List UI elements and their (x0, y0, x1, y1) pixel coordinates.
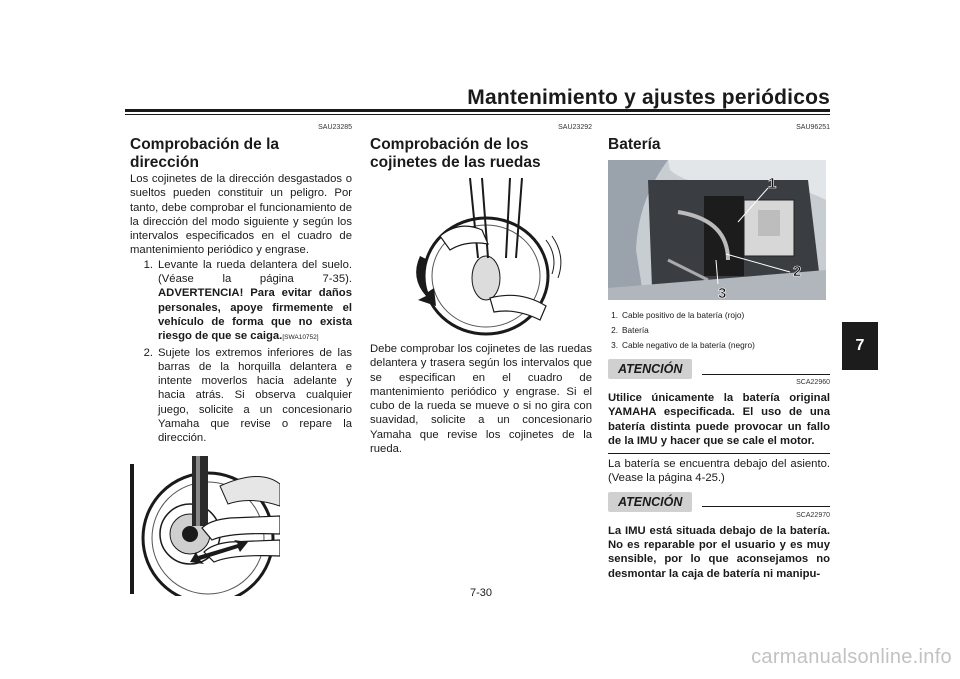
wheel-bearings-body: Debe comprobar los cojinetes de las ruedas delantera y trasera según los intervalos que se especifican en el cuadro de mantenimiento periódico y engrase. Si el cubo de la rueda se mueve o si no gira con suavidad, solicite a un concesionario Yamaha que revise los cojinetes de la rueda. (370, 343, 592, 456)
steering-intro: Los cojinetes de la dirección desgastados o sueltos pueden constituir un peligro. Por tanto, debe comprobar el funcionamiento de la dirección del modo siguiente y según los intervalos especificados en el cuadro de mantenimiento periódico y engrase. (130, 173, 352, 257)
wheel-bearing-illustration (370, 178, 592, 338)
section-title-wheel-bearings: Comprobación de los cojinetes de las ruedas (370, 136, 541, 171)
column-battery (608, 124, 830, 581)
column-steering (130, 124, 352, 596)
header-rule (125, 109, 830, 112)
caution-header (608, 492, 830, 512)
caution-rule (702, 374, 830, 375)
section-title-battery: Batería (608, 136, 661, 153)
section-code: SAU23285 (318, 124, 352, 131)
section-code: SAU23292 (558, 124, 592, 131)
page-header-title: Mantenimiento y ajustes periódicos (467, 86, 830, 109)
caution-text: La IMU está situada debajo de la batería. No es reparable por el usuario y es muy sensible, por lo que aconsejamos no desmontar la caja de batería ni manipu- (608, 524, 830, 580)
column-wheel-bearings (370, 124, 592, 456)
page-number: 7-30 (470, 587, 493, 599)
step-1-instruction: Levante la rueda delantera del suelo. (Véase la página 7-35). (158, 258, 352, 286)
legend-item (608, 323, 830, 338)
caution-code: SCA22970 (796, 511, 830, 519)
legend-number: 3. (611, 340, 618, 350)
caution-text: Utilice únicamente la batería original YAMAHA especificada. El uso de una batería distinta puede provocar un fallo de la IMU y hacer que se cale el motor. (608, 392, 830, 447)
caution-label: ATENCIÓN (608, 492, 692, 512)
legend-text: Batería (622, 325, 649, 335)
step-number: 1. (143, 258, 153, 271)
caution-code: SCA22960 (796, 379, 830, 386)
caution-header (608, 359, 830, 379)
caution-rule (702, 506, 830, 507)
legend-number: 2. (611, 325, 618, 335)
section-title-steering: Comprobación de la dirección (130, 136, 279, 171)
step-2 (130, 346, 352, 446)
watermark: carmanualsonline.info (751, 646, 952, 668)
step-1 (130, 258, 352, 346)
legend-item (608, 308, 830, 323)
header-rule-thin (125, 114, 830, 115)
chapter-tab: 7 (842, 322, 878, 370)
fork-check-illustration (130, 456, 280, 596)
step-1-warning: ADVERTENCIA! Para evitar daños personales, apoye firmemente el vehículo de forma que no exista riesgo de que se caiga. (158, 287, 352, 343)
battery-body: La batería se encuentra debajo del asiento. (Vease la página 4-25.) (608, 458, 830, 485)
caution-label: ATENCIÓN (608, 359, 692, 379)
warning-code: [SWA10752] (282, 334, 319, 342)
figure-legend (608, 308, 830, 353)
legend-item (608, 338, 830, 353)
caution-end-rule (608, 453, 830, 454)
legend-text: Cable positivo de la batería (rojo) (622, 310, 745, 320)
step-number: 2. (143, 346, 153, 359)
callout-2: 2 (793, 263, 802, 280)
step-2-instruction: Sujete los extremos inferiores de las barras de la horquilla delantera e intente moverlos hacia adelante y hacia atrás. Si observa cualquier juego, solicite a un concesionario Yamaha que revise o repare la dirección. (158, 346, 352, 445)
step-text (158, 258, 352, 346)
section-code: SAU96251 (796, 124, 830, 131)
callout-1: 1 (768, 175, 777, 192)
battery-location-photo (608, 160, 826, 300)
legend-number: 1. (611, 310, 618, 320)
legend-text: Cable negativo de la batería (negro) (622, 340, 755, 350)
callout-3: 3 (718, 285, 727, 300)
